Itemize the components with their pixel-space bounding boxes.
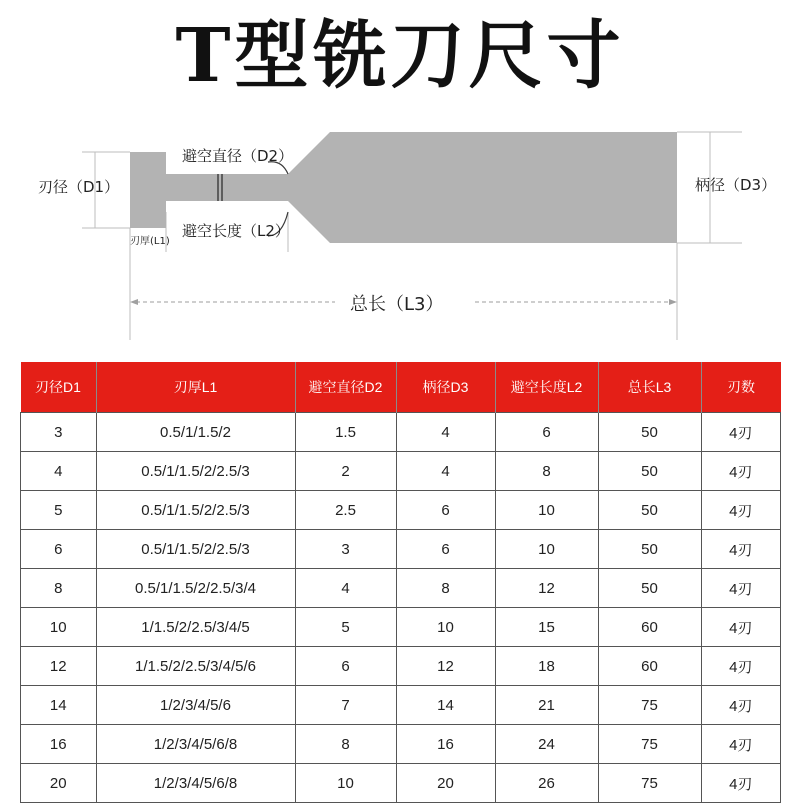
table-row [21, 686, 781, 725]
table-cell: 6 [396, 491, 495, 530]
table-cell: 50 [598, 491, 701, 530]
table-cell: 12 [495, 569, 598, 608]
table-cell: 4刃 [701, 647, 781, 686]
table-row [21, 530, 781, 569]
table-cell: 5 [295, 608, 396, 647]
header-d2: 避空直径D2 [295, 362, 396, 413]
table-cell: 1/2/3/4/5/6/8 [96, 725, 295, 764]
table-cell: 4 [295, 569, 396, 608]
table-cell: 4 [396, 452, 495, 491]
table-cell: 3 [295, 530, 396, 569]
spec-table [20, 362, 781, 803]
header-l3: 总长L3 [598, 362, 701, 413]
table-cell: 8 [21, 569, 97, 608]
table-cell: 12 [396, 647, 495, 686]
table-cell: 15 [495, 608, 598, 647]
table-cell: 0.5/1/1.5/2/2.5/3 [96, 491, 295, 530]
shank [330, 132, 677, 243]
tool-dimension-diagram [0, 110, 800, 350]
table-cell: 4 [21, 452, 97, 491]
table-cell: 8 [396, 569, 495, 608]
table-cell: 4 [396, 413, 495, 452]
table-cell: 6 [21, 530, 97, 569]
table-cell: 1.5 [295, 413, 396, 452]
table-cell: 10 [495, 530, 598, 569]
table-header-row [21, 362, 781, 413]
table-cell: 4刃 [701, 530, 781, 569]
table-cell: 10 [295, 764, 396, 803]
table-cell: 0.5/1/1.5/2 [96, 413, 295, 452]
cutter-head [130, 152, 166, 228]
table-cell: 0.5/1/1.5/2/2.5/3 [96, 452, 295, 491]
table-cell: 75 [598, 686, 701, 725]
table-cell: 20 [396, 764, 495, 803]
header-l2: 避空长度L2 [495, 362, 598, 413]
table-cell: 21 [495, 686, 598, 725]
neck [166, 174, 288, 201]
table-cell: 75 [598, 764, 701, 803]
table-row [21, 569, 781, 608]
table-cell: 0.5/1/1.5/2/2.5/3 [96, 530, 295, 569]
table-cell: 20 [21, 764, 97, 803]
table-cell: 4刃 [701, 686, 781, 725]
table-cell: 8 [295, 725, 396, 764]
table-cell: 16 [21, 725, 97, 764]
header-d3: 柄径D3 [396, 362, 495, 413]
table-cell: 14 [396, 686, 495, 725]
table-cell: 4刃 [701, 569, 781, 608]
label-l3: 总长（L3） [350, 294, 444, 315]
table-cell: 8 [495, 452, 598, 491]
table-row [21, 725, 781, 764]
table-cell: 10 [495, 491, 598, 530]
table-cell: 5 [21, 491, 97, 530]
label-d1: 刃径（D1） [38, 178, 120, 196]
header-flutes: 刃数 [701, 362, 781, 413]
table-cell: 50 [598, 569, 701, 608]
table-cell: 10 [21, 608, 97, 647]
table-row [21, 452, 781, 491]
header-l1: 刃厚L1 [96, 362, 295, 413]
table-row [21, 764, 781, 803]
table-cell: 4刃 [701, 764, 781, 803]
table-cell: 24 [495, 725, 598, 764]
header-d1: 刃径D1 [21, 362, 97, 413]
table-row [21, 647, 781, 686]
label-d2: 避空直径（D2） [182, 147, 294, 165]
table-cell: 6 [495, 413, 598, 452]
table-cell: 1/1.5/2/2.5/3/4/5 [96, 608, 295, 647]
table-cell: 50 [598, 452, 701, 491]
table-cell: 4刃 [701, 725, 781, 764]
table-row [21, 608, 781, 647]
table-cell: 16 [396, 725, 495, 764]
table-cell: 12 [21, 647, 97, 686]
table-cell: 2.5 [295, 491, 396, 530]
table-cell: 7 [295, 686, 396, 725]
table-row [21, 413, 781, 452]
table-cell: 18 [495, 647, 598, 686]
label-l2: 避空长度（L2） [182, 222, 290, 240]
table-cell: 4刃 [701, 608, 781, 647]
table-cell: 3 [21, 413, 97, 452]
table-cell: 75 [598, 725, 701, 764]
table-cell: 1/2/3/4/5/6/8 [96, 764, 295, 803]
table-cell: 50 [598, 530, 701, 569]
page-title: T型铣刀尺寸 [175, 13, 625, 99]
table-cell: 60 [598, 608, 701, 647]
table-cell: 10 [396, 608, 495, 647]
label-l1: 刃厚(L1) [130, 236, 170, 247]
table-row [21, 491, 781, 530]
table-cell: 50 [598, 413, 701, 452]
table-cell: 6 [295, 647, 396, 686]
table-cell: 2 [295, 452, 396, 491]
table-cell: 4刃 [701, 452, 781, 491]
label-d3: 柄径（D3） [695, 176, 777, 194]
table-cell: 14 [21, 686, 97, 725]
taper [288, 132, 330, 243]
table-cell: 0.5/1/1.5/2/2.5/3/4 [96, 569, 295, 608]
table-cell: 26 [495, 764, 598, 803]
table-cell: 1/2/3/4/5/6 [96, 686, 295, 725]
table-cell: 4刃 [701, 491, 781, 530]
table-body [21, 413, 781, 803]
table-cell: 4刃 [701, 413, 781, 452]
table-cell: 1/1.5/2/2.5/3/4/5/6 [96, 647, 295, 686]
table-cell: 6 [396, 530, 495, 569]
table-cell: 60 [598, 647, 701, 686]
